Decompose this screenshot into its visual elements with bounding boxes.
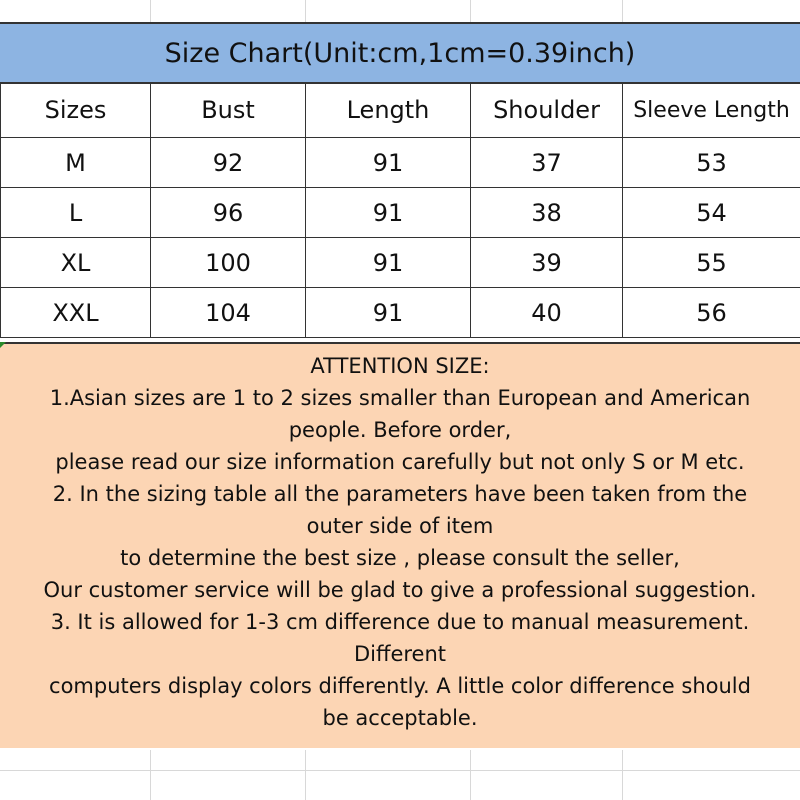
notice-line: please read our size information carefully but not only S or M etc. — [55, 450, 745, 474]
notice-line: 3. It is allowed for 1-3 cm difference due to manual measurement. — [50, 610, 750, 634]
cell: 40 — [471, 288, 623, 338]
cell-comment-marker-icon — [0, 342, 6, 348]
cell: 100 — [151, 238, 306, 288]
table-header-row — [1, 83, 800, 138]
cell: 104 — [151, 288, 306, 338]
notice-line: Our customer service will be glad to give a professional suggestion. — [43, 578, 757, 602]
cell: XL — [1, 238, 151, 288]
header-length: Length — [306, 83, 471, 138]
notice-line: outer side of item — [306, 514, 494, 538]
cell: 54 — [623, 188, 800, 238]
cell: 91 — [306, 238, 471, 288]
notice-line: 1.Asian sizes are 1 to 2 sizes smaller than European and American — [49, 386, 751, 410]
header-sleeve-length: Sleeve Length — [623, 83, 800, 138]
table-row — [1, 288, 800, 338]
cell: 56 — [623, 288, 800, 338]
notice-line: to determine the best size , please consult the seller, — [120, 546, 680, 570]
attention-notice — [0, 342, 800, 748]
spreadsheet-gridlines-top — [0, 0, 800, 22]
cell: 92 — [151, 138, 306, 188]
notice-line: Different — [353, 642, 447, 666]
cell: 96 — [151, 188, 306, 238]
notice-line: computers display colors differently. A little color difference should — [49, 674, 751, 698]
cell: 39 — [471, 238, 623, 288]
cell: XXL — [1, 288, 151, 338]
notice-line: ATTENTION SIZE: — [310, 354, 490, 378]
header-bust: Bust — [151, 83, 306, 138]
cell: 37 — [471, 138, 623, 188]
cell: L — [1, 188, 151, 238]
cell: 53 — [623, 138, 800, 188]
size-chart-title: Size Chart(Unit:cm,1cm=0.39inch) — [0, 22, 800, 84]
spreadsheet-gridlines-bottom — [0, 750, 800, 800]
notice-line: people. Before order, — [288, 418, 512, 442]
header-sizes: Sizes — [1, 83, 151, 138]
table-row — [1, 188, 800, 238]
cell: M — [1, 138, 151, 188]
notice-line: 2. In the sizing table all the parameters have been taken from the — [52, 482, 748, 506]
cell: 91 — [306, 188, 471, 238]
size-table — [0, 82, 800, 338]
cell: 55 — [623, 238, 800, 288]
notice-line: be acceptable. — [322, 706, 478, 730]
cell: 91 — [306, 138, 471, 188]
cell: 91 — [306, 288, 471, 338]
cell: 38 — [471, 188, 623, 238]
header-shoulder: Shoulder — [471, 83, 623, 138]
table-row — [1, 138, 800, 188]
table-row — [1, 238, 800, 288]
